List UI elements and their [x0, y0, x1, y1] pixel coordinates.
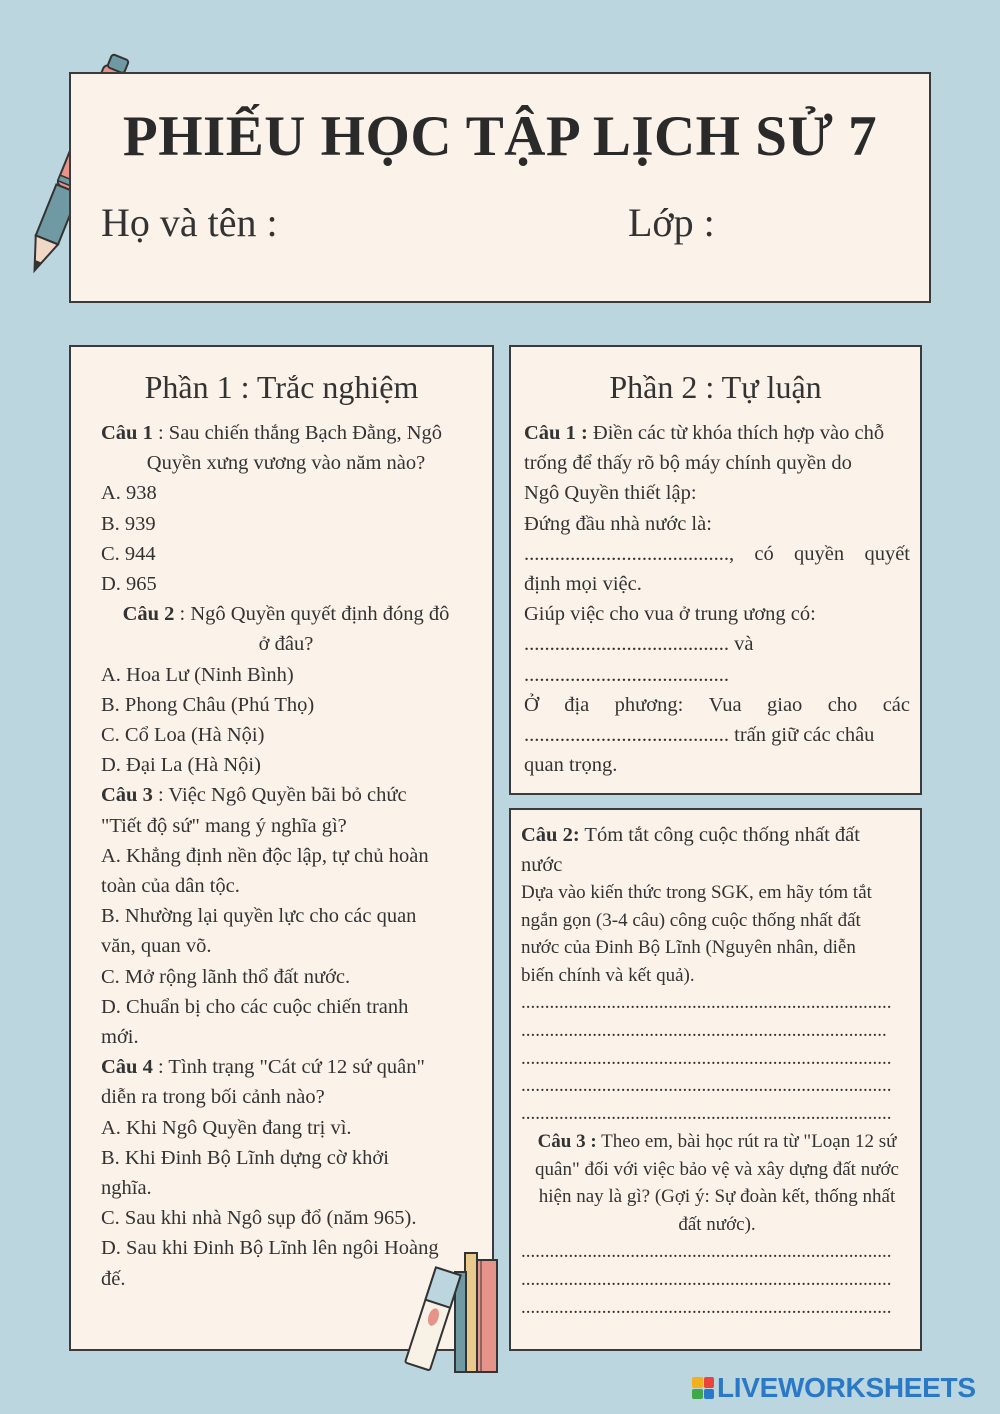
- part2-essay-question-1: [509, 345, 922, 795]
- answer-option[interactable]: D. 965: [101, 573, 157, 596]
- answer-blank-line[interactable]: .............................................................................: [521, 1019, 887, 1041]
- answer-blank-line[interactable]: ..............................................................................: [521, 1268, 892, 1290]
- answer-option[interactable]: C. 944: [101, 542, 156, 565]
- part2-q2-description: Dựa vào kiến thức trong SGK, em hãy tóm tắt ngắn gọn (3-4 câu) công cuộc thống nhất đất nước của Đinh Bộ Lĩnh (Nguyên nhân, diễn biến chính và kết quả). .............................................................................. ............................................................................. .............................................................................. .............................................................................. ..............................................................................: [521, 879, 913, 1127]
- fill-blank-line[interactable]: ........................................ trấn giữ các châu: [524, 724, 875, 747]
- question-2: Câu 2 : Ngô Quyền quyết định đóng đô: [122, 603, 450, 626]
- part2-title: Phần 2 : Tự luận: [609, 369, 822, 405]
- answer-option[interactable]: A. Khẳng định nền độc lập, tự chủ hoàn: [101, 844, 429, 867]
- part2-q3-text: Câu 3 : Theo em, bài học rút ra từ "Loạn 12 sứ quân" đối với việc bảo vệ và xây dựng đất nước hiện nay là gì? (Gợi ý: Sự đoàn kết, thống nhất đất nước). .............................................................................. .............................................................................. ..............................................................................: [521, 1128, 913, 1321]
- answer-option[interactable]: D. Chuẩn bị cho các cuộc chiến tranh: [101, 995, 409, 1018]
- answer-blank-line[interactable]: ..............................................................................: [521, 1075, 892, 1097]
- name-field-label: Họ và tên :: [101, 200, 278, 245]
- part1-questions: Câu 1 : Sau chiến thắng Bạch Đằng, Ngô Quyền xưng vương vào năm nào? A. 938 B. 939 C. 944 D. 965 Câu 2 : Ngô Quyền quyết định đóng đô ở đâu? A. Hoa Lư (Ninh Bình) B. Phong Châu (Phú Thọ) C. Cổ Loa (Hà Nội) D. Đại La (Hà Nội) Câu 3 : Việc Ngô Quyền bãi bỏ chức "Tiết độ sứ" mang ý nghĩa gì? A. Khẳng định nền độc lập, tự chủ hoàn toàn của dân tộc. B. Nhường lại quyền lực cho các quan văn, quan võ. C. Mở rộng lãnh thổ đất nước. D. Chuẩn bị cho các cuộc chiến tranh mới. Câu 4 : Tình trạng "Cát cứ 12 sứ quân" diễn ra trong bối cảnh nào? A. Khi Ngô Quyền đang trị vì. B. Khi Đinh Bộ Lĩnh dựng cờ khởi nghĩa. C. Sau khi nhà Ngô sụp đổ (năm 965). D. Sau khi Đinh Bộ Lĩnh lên ngôi Hoàng đế.: [101, 418, 471, 1294]
- page-title: PHIẾU HỌC TẬP LỊCH SỬ 7: [122, 105, 878, 168]
- liveworksheets-logo: LIVEWORKSHEETS: [692, 1372, 976, 1404]
- part2-essay-questions-2-3: [509, 808, 922, 1351]
- question-3: Câu 3 : Việc Ngô Quyền bãi bỏ chức: [101, 784, 407, 807]
- answer-option[interactable]: B. 939: [101, 512, 156, 535]
- answer-option[interactable]: C. Mở rộng lãnh thổ đất nước.: [101, 965, 351, 988]
- question-1: Câu 1 : Sau chiến thắng Bạch Đằng, Ngô: [101, 422, 443, 444]
- answer-blank-line[interactable]: ..............................................................................: [521, 1241, 892, 1263]
- books-illustration: [395, 1248, 510, 1378]
- part1-title: Phần 1 : Trắc nghiệm: [144, 369, 419, 405]
- answer-blank-line[interactable]: ..............................................................................: [521, 992, 892, 1014]
- answer-option[interactable]: B. Khi Đinh Bộ Lĩnh dựng cờ khởi: [101, 1146, 389, 1169]
- answer-option[interactable]: A. Khi Ngô Quyền đang trị vì.: [101, 1116, 352, 1139]
- answer-option[interactable]: D. Đại La (Hà Nội): [101, 754, 261, 777]
- answer-blank-line[interactable]: ..............................................................................: [521, 1296, 892, 1318]
- fill-blank-line[interactable]: ........................................ và: [524, 633, 754, 656]
- header-box: [69, 72, 931, 303]
- fill-blank-line[interactable]: ........................................: [524, 663, 729, 686]
- answer-option[interactable]: B. Nhường lại quyền lực cho các quan: [101, 905, 417, 928]
- question-4: Câu 4 : Tình trạng "Cát cứ 12 sứ quân": [101, 1056, 425, 1079]
- answer-option[interactable]: C. Cổ Loa (Hà Nội): [101, 724, 265, 747]
- part2-q2-text: Câu 2: Tóm tắt công cuộc thống nhất đất nước: [521, 824, 860, 877]
- answer-option[interactable]: A. Hoa Lư (Ninh Bình): [101, 663, 294, 686]
- answer-option[interactable]: C. Sau khi nhà Ngô sụp đổ (năm 965).: [101, 1207, 417, 1230]
- answer-option[interactable]: B. Phong Châu (Phú Thọ): [101, 693, 315, 716]
- fill-blank-line[interactable]: ........................................, có quyền quyết: [524, 542, 910, 565]
- part1-multiple-choice: [69, 345, 494, 1351]
- answer-option[interactable]: D. Sau khi Đinh Bộ Lĩnh lên ngôi Hoàng: [101, 1237, 439, 1260]
- class-field-label: Lớp :: [628, 200, 715, 245]
- answer-option[interactable]: A. 938: [101, 482, 157, 505]
- answer-blank-line[interactable]: ..............................................................................: [521, 1102, 892, 1124]
- liveworksheets-icon: [692, 1377, 714, 1399]
- part2-q1-text: Câu 1 : Điền các từ khóa thích hợp vào chỗ trống để thấy rõ bộ máy chính quyền do Ngô Quyền thiết lập: Đứng đầu nhà nước là: ........................................, có quyền quyết định mọi việc. Giúp việc cho vua ở trung ương có: ........................................ và ........................................ Ở địa phương: Vua giao cho các ........................................ trấn giữ các châu quan trọng.: [524, 422, 910, 777]
- answer-blank-line[interactable]: ..............................................................................: [521, 1047, 892, 1069]
